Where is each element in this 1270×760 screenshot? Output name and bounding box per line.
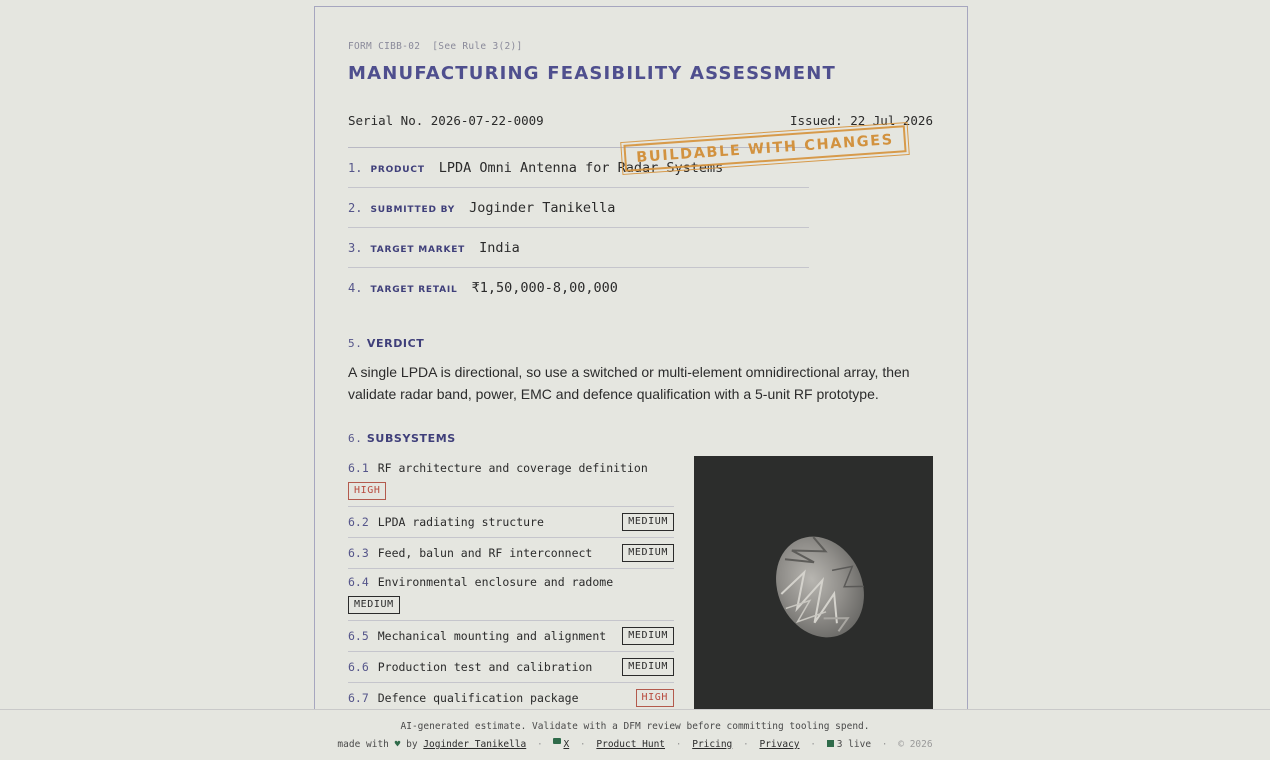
chat-icon (553, 738, 561, 744)
section-number: 6. (348, 432, 363, 445)
author-link[interactable]: Joginder Tanikella (423, 739, 527, 750)
subsystem-number: 6.2 (348, 515, 369, 529)
field-value: LPDA Omni Antenna for Radar Systems (438, 160, 724, 176)
field-label: TARGET RETAIL (370, 285, 458, 295)
subsystem-name: Feed, balun and RF interconnect (377, 546, 593, 560)
subsystem-name: Mechanical mounting and alignment (377, 629, 607, 643)
risk-badge: MEDIUM (622, 513, 674, 531)
field-number: 4. (348, 281, 363, 295)
subsystem-number: 6.7 (348, 691, 369, 705)
subsystem-item (348, 455, 674, 507)
subsystem-name: RF architecture and coverage definition (377, 461, 648, 475)
subsystem-item (348, 538, 674, 569)
subsystem-list (348, 455, 674, 714)
subsystem-item (348, 569, 674, 621)
field-value: ₹1,50,000-8,00,000 (471, 280, 618, 296)
separator: · (536, 739, 543, 750)
copyright: © 2026 (898, 739, 933, 750)
risk-badge: MEDIUM (348, 596, 400, 614)
made-with-text: made with (337, 739, 389, 750)
subsystem-number: 6.4 (348, 575, 369, 589)
by-text: by (406, 739, 418, 750)
field-label: SUBMITTED BY (370, 205, 456, 215)
field-value: Joginder Tanikella (469, 200, 616, 216)
footer-links (0, 738, 1270, 750)
risk-badge: MEDIUM (622, 658, 674, 676)
live-count: 3 live (836, 739, 872, 750)
disclaimer: AI-generated estimate. Validate with a DFM review before committing tooling spend. (400, 721, 870, 732)
subsystem-name: Environmental enclosure and radome (377, 575, 614, 589)
field-number: 2. (348, 201, 363, 215)
product-render-viewport[interactable] (694, 456, 933, 716)
separator: · (743, 739, 749, 750)
verdict-heading (348, 337, 424, 350)
field-number: 3. (348, 241, 363, 255)
serial-number: Serial No. 2026-07-22-0009 (348, 113, 544, 128)
separator: · (675, 739, 682, 750)
section-number: 5. (348, 337, 363, 350)
separator: · (810, 739, 816, 750)
live-indicator-icon (827, 740, 834, 747)
subsystem-name: LPDA radiating structure (377, 515, 544, 529)
rule-reference: [See Rule 3(2)] (432, 41, 523, 52)
subsystem-item (348, 652, 674, 683)
field-number: 1. (348, 161, 363, 175)
heart-icon: ♥ (394, 739, 401, 750)
product-hunt-link[interactable]: Product Hunt (596, 739, 666, 750)
form-code (348, 41, 523, 52)
risk-badge: MEDIUM (622, 544, 674, 562)
verdict-text: A single LPDA is directional, so use a switched or multi-element omnidirectional array, then validate radar band, power, EMC and defence qualification with a 5-unit RF prototype. (348, 364, 910, 402)
assessment-form (314, 6, 968, 760)
form-code-label: FORM CIBB-02 (348, 41, 421, 52)
risk-badge: HIGH (348, 482, 386, 500)
field-target-retail (348, 268, 809, 308)
subsystems-heading (348, 432, 456, 445)
field-label: TARGET MARKET (370, 245, 466, 255)
subsystem-name: Production test and calibration (377, 660, 593, 674)
risk-badge: MEDIUM (622, 627, 674, 645)
pricing-link[interactable]: Pricing (692, 739, 733, 750)
privacy-link[interactable]: Privacy (759, 739, 800, 750)
field-submitted-by (348, 188, 809, 228)
page-footer (0, 709, 1270, 760)
field-label: PRODUCT (370, 165, 425, 175)
risk-badge: HIGH (636, 689, 674, 707)
subsystem-number: 6.5 (348, 629, 369, 643)
field-value: India (479, 240, 520, 256)
page-title: MANUFACTURING FEASIBILITY ASSESSMENT (348, 63, 837, 84)
antenna-render-image (694, 456, 933, 716)
subsystem-name: Defence qualification package (377, 691, 579, 705)
subsystem-item (348, 621, 674, 652)
subsystem-number: 6.1 (348, 461, 369, 475)
field-target-market (348, 228, 809, 268)
separator: · (881, 739, 888, 750)
section-title: VERDICT (366, 337, 425, 350)
issued-date: Issued: 22 Jul 2026 (790, 113, 933, 128)
verdict-stamp: BUILDABLE WITH CHANGES (623, 125, 906, 172)
subsystem-item (348, 507, 674, 538)
subsystem-number: 6.6 (348, 660, 369, 674)
x-link[interactable]: X (563, 739, 570, 750)
section-title: SUBSYSTEMS (366, 432, 456, 445)
subsystem-number: 6.3 (348, 546, 369, 560)
separator: · (579, 739, 586, 750)
